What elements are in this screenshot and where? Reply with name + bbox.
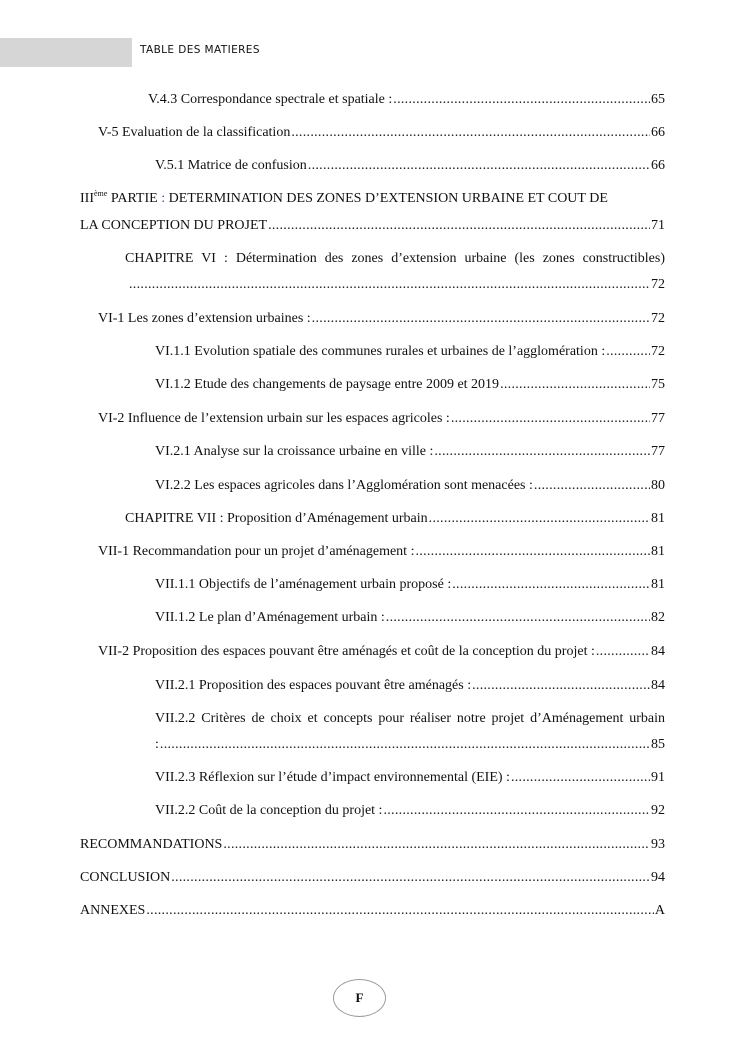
toc-entry-page: 72 xyxy=(651,344,665,359)
toc-part-heading[interactable] xyxy=(80,190,608,207)
toc-entry-page: 77 xyxy=(651,411,665,426)
toc-entry-page: 81 xyxy=(651,577,665,592)
toc-entry-label: VI.1.2 Etude des changements de paysage entre 2009 et 2019 xyxy=(155,377,500,392)
dot-leader xyxy=(606,343,650,360)
toc-entry[interactable] xyxy=(98,124,665,141)
toc-entry-page: 80 xyxy=(651,478,665,493)
part-colon: : xyxy=(161,191,166,206)
toc-entry-page: 66 xyxy=(651,125,665,140)
toc-entry[interactable] xyxy=(155,769,665,786)
toc-entry-label: RECOMMANDATIONS xyxy=(80,837,223,852)
dot-leader xyxy=(146,902,654,919)
toc-entry[interactable] xyxy=(155,576,665,593)
toc-entry-label: V.5.1 Matrice de confusion xyxy=(155,158,307,173)
toc-entry-page: 66 xyxy=(651,158,665,173)
dot-leader xyxy=(534,477,650,494)
dot-leader xyxy=(472,677,650,694)
toc-entry-page: 93 xyxy=(651,837,665,852)
dot-leader xyxy=(171,869,650,886)
header-bar xyxy=(0,38,132,67)
toc-entry[interactable] xyxy=(80,217,665,234)
dot-leader xyxy=(429,510,650,527)
toc-entry-label: : xyxy=(155,737,159,752)
toc-entry-label: VI-2 Influence de l’extension urbain sur les espaces agricoles : xyxy=(98,411,450,426)
toc-entry-label: VII.1.2 Le plan d’Aménagement urbain : xyxy=(155,610,385,625)
toc-entry[interactable] xyxy=(125,510,665,527)
part-number-suffix: ème xyxy=(94,189,108,198)
toc-entry[interactable] xyxy=(155,802,665,819)
toc-chapter-heading[interactable]: CHAPITRE VI : Détermination des zones d’extension urbaine (les zones constructibles) xyxy=(125,251,665,266)
toc-entry-page: 77 xyxy=(651,444,665,459)
toc-entry-label: ANNEXES xyxy=(80,903,146,918)
toc-entry-label: VII-1 Recommandation pour un projet d’aménagement : xyxy=(98,544,415,559)
dot-leader xyxy=(415,543,650,560)
toc-entry-page: 81 xyxy=(651,544,665,559)
toc-entry-label: VI.2.2 Les espaces agricoles dans l’Agglomération sont menacées : xyxy=(155,478,533,493)
toc-entry[interactable] xyxy=(155,343,665,360)
toc-entry[interactable] xyxy=(155,736,665,753)
header-title: TABLE DES MATIERES xyxy=(140,44,260,56)
toc-entry-label: VII.2.2 Coût de la conception du projet : xyxy=(155,803,383,818)
part-title: DETERMINATION DES ZONES D’EXTENSION URBAINE ET COUT DE xyxy=(165,191,608,206)
toc-entry[interactable] xyxy=(155,376,665,393)
toc-entry-page: 85 xyxy=(651,737,665,752)
toc-entry[interactable] xyxy=(98,410,665,427)
toc-entry[interactable] xyxy=(98,310,665,327)
toc-entry[interactable] xyxy=(155,443,665,460)
toc-entry-label: VII-2 Proposition des espaces pouvant être aménagés et coût de la conception du projet : xyxy=(98,644,595,659)
dot-leader xyxy=(223,836,650,853)
toc-entry-page: 82 xyxy=(651,610,665,625)
part-word: PARTIE xyxy=(107,191,162,206)
dot-leader xyxy=(129,276,650,293)
toc-entry-label: V-5 Evaluation de la classification xyxy=(98,125,291,140)
toc-entry-page: 91 xyxy=(651,770,665,785)
toc-entry[interactable] xyxy=(155,677,665,694)
toc-entry-label: CONCLUSION xyxy=(80,870,171,885)
dot-leader xyxy=(160,736,650,753)
toc-entry-page: 92 xyxy=(651,803,665,818)
toc-entry-label: LA CONCEPTION DU PROJET xyxy=(80,218,268,233)
toc-entry[interactable] xyxy=(148,91,665,108)
dot-leader xyxy=(393,91,650,108)
toc-entry-label: VII.1.1 Objectifs de l’aménagement urbain proposé : xyxy=(155,577,452,592)
toc-entry-page: 94 xyxy=(651,870,665,885)
toc-entry[interactable] xyxy=(98,543,665,560)
toc-entry-label: VII.2.1 Proposition des espaces pouvant être aménagés : xyxy=(155,678,472,693)
toc-entry-label: VII.2.3 Réflexion sur l’étude d’impact environnemental (EIE) : xyxy=(155,770,510,785)
dot-leader xyxy=(500,376,650,393)
part-number: III xyxy=(80,191,94,206)
toc-entry-label: VI.2.1 Analyse sur la croissance urbaine en ville : xyxy=(155,444,434,459)
toc-entry-page: 72 xyxy=(651,277,665,292)
toc-entry-page: 84 xyxy=(651,678,665,693)
dot-leader xyxy=(383,802,650,819)
toc-entry-page: A xyxy=(654,903,665,918)
dot-leader xyxy=(291,124,650,141)
toc-entry-label: CHAPITRE VII : Proposition d’Aménagement urbain xyxy=(125,511,428,526)
dot-leader xyxy=(434,443,650,460)
toc-entry-page: 75 xyxy=(651,377,665,392)
toc-entry-page: 71 xyxy=(651,218,665,233)
dot-leader xyxy=(452,576,650,593)
toc-entry[interactable] xyxy=(80,869,665,886)
toc-entry[interactable] xyxy=(155,157,665,174)
dot-leader xyxy=(511,769,650,786)
dot-leader xyxy=(451,410,650,427)
toc-entry-wrapped[interactable]: VII.2.2 Critères de choix et concepts pour réaliser notre projet d’Aménagement urbain xyxy=(155,711,665,726)
toc-entry[interactable] xyxy=(98,643,665,660)
toc-entry[interactable] xyxy=(155,477,665,494)
toc-entry-label: VI.1.1 Evolution spatiale des communes rurales et urbaines de l’agglomération : xyxy=(155,344,606,359)
dot-leader xyxy=(386,609,650,626)
toc-entry-label: VI-1 Les zones d’extension urbaines : xyxy=(98,311,311,326)
toc-entry[interactable] xyxy=(155,609,665,626)
dot-leader xyxy=(312,310,650,327)
toc-entry-page: 84 xyxy=(651,644,665,659)
dot-leader xyxy=(596,643,650,660)
toc-entry-page: 65 xyxy=(651,92,665,107)
toc-entry[interactable] xyxy=(80,836,665,853)
toc-entry-page: 81 xyxy=(651,511,665,526)
toc-entry[interactable] xyxy=(80,902,665,919)
toc-entry-label: V.4.3 Correspondance spectrale et spatiale : xyxy=(148,92,393,107)
page-number-badge: F xyxy=(333,979,386,1017)
dot-leader xyxy=(268,217,650,234)
dot-leader xyxy=(308,157,650,174)
toc-entry-page: 72 xyxy=(651,311,665,326)
toc-entry[interactable] xyxy=(128,276,665,293)
